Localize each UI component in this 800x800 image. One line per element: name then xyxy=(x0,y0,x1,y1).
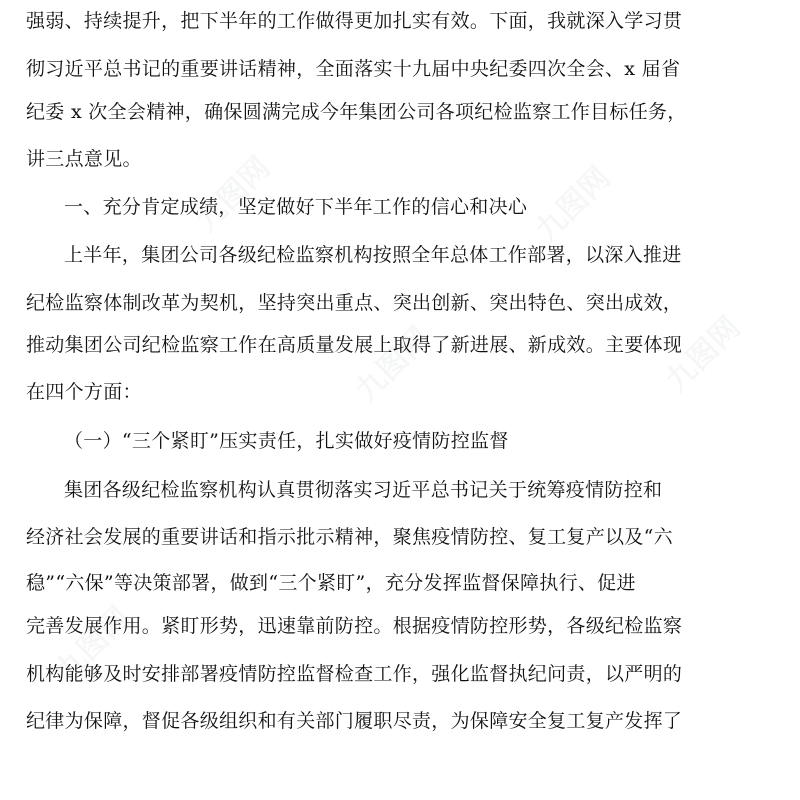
watermark: 九图网 xyxy=(49,600,138,689)
paragraph-line: 强弱、持续提升，把下半年的工作做得更加扎实有效。下面，我就深入学习贯 xyxy=(26,10,683,32)
paragraph-line: 纪律为保障，督促各级组织和有关部门履职尽责，为保障安全复工复产发挥了 xyxy=(26,710,683,732)
paragraph-line: 机构能够及时安排部署疫情防控监督检查工作，强化监督执纪问责，以严明的 xyxy=(26,663,683,685)
paragraph-line: 集团各级纪检监察机构认真贯彻落实习近平总书记关于统筹疫情防控和 xyxy=(64,479,663,501)
paragraph-line: 讲三点意见。 xyxy=(26,148,142,170)
watermark: 九图网 xyxy=(349,320,438,409)
section-heading: 一、充分肯定成绩，坚定做好下半年工作的信心和决心 xyxy=(64,196,528,218)
paragraph-line: 在四个方面： xyxy=(26,381,142,403)
paragraph-line: 彻习近平总书记的重要讲话精神，全面落实十九届中央纪委四次全会、x 届省 xyxy=(26,58,681,80)
watermark: 九图网 xyxy=(659,310,748,399)
paragraph-line: 完善发展作用。紧盯形势，迅速靠前防控。根据疫情防控形势，各级纪检监察 xyxy=(26,615,683,637)
paragraph-line: 经济社会发展的重要讲话和指示批示精神，聚焦疫情防控、复工复产以及“六 xyxy=(26,526,673,548)
paragraph-line: 上半年，集团公司各级纪检监察机构按照全年总体工作部署，以深入推进 xyxy=(64,244,682,266)
paragraph-line: 纪检监察体制改革为契机，坚持突出重点、突出创新、突出特色、突出成效， xyxy=(26,292,683,314)
subsection-heading: （一）“三个紧盯”压实责任，扎实做好疫情防控监督 xyxy=(64,430,509,452)
paragraph-line: 纪委 x 次全会精神，确保圆满完成今年集团公司各项纪检监察工作目标任务， xyxy=(26,101,687,123)
watermark: 九图网 xyxy=(529,160,618,249)
watermark: 九图网 xyxy=(189,150,278,239)
paragraph-line: 推动集团公司纪检监察工作在高质量发展上取得了新进展、新成效。主要体现 xyxy=(26,334,683,356)
paragraph-line: 稳”“六保”等决策部署，做到“三个紧盯”，充分发挥监督保障执行、促进 xyxy=(26,572,636,594)
